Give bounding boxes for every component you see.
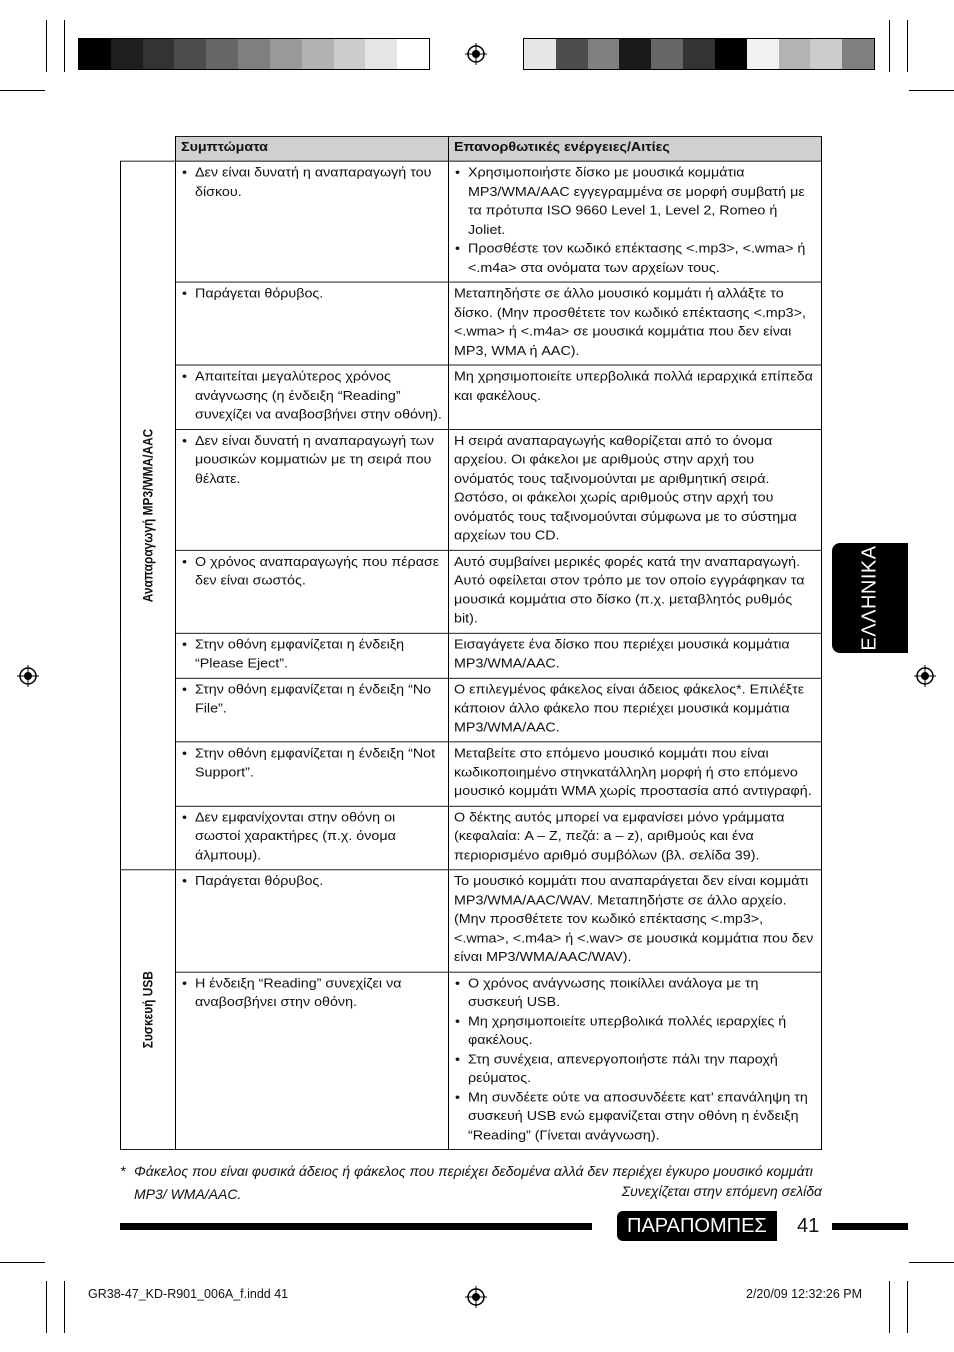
color-swatch	[715, 39, 747, 69]
symptom-cell	[176, 678, 449, 742]
crop-mark	[64, 20, 65, 72]
symptom-cell	[176, 806, 449, 870]
symptom-item: • Δεν εμφανίχονται στην οθόνη οι σωστοί χαρακτήρες (π.χ. όνομα άλμπουμ).	[195, 809, 443, 866]
symptom-list	[181, 809, 443, 866]
action-cell	[449, 870, 822, 972]
crop-mark	[64, 1281, 65, 1333]
color-swatch	[810, 39, 842, 69]
action-cell	[449, 742, 822, 806]
crop-mark	[909, 90, 954, 91]
table-row	[121, 633, 822, 678]
color-swatch	[397, 39, 429, 69]
symptom-item: • Η ένδειξη “Reading” συνεχίζει να αναβοσβήνει στην οθόνη.	[195, 975, 443, 1013]
color-swatch	[334, 39, 366, 69]
color-swatch	[302, 39, 334, 69]
action-item: • Χρησιμοποιήστε δίσκο με μουσικά κομμάτια MP3/WMA/AAC εγγεγραμμένα σε μορφή συμβατή με τα πρότυπα ISO 9660 Level 1, Level 2, Romeo ή Joliet.	[468, 164, 816, 240]
symptom-cell	[176, 161, 449, 282]
table-row	[121, 282, 822, 365]
footnote-marker: *	[120, 1163, 126, 1179]
registration-mark-icon	[465, 1286, 487, 1308]
action-item: • Στη συνέχεια, απενεργοποιήστε πάλι την παροχή ρεύματος.	[468, 1051, 816, 1089]
symptom-list	[181, 432, 443, 489]
color-swatch	[143, 39, 175, 69]
action-text: Εισαγάγετε ένα δίσκο που περιέχει μουσικά κομμάτια MP3/WMA/AAC.	[454, 637, 790, 671]
table-row	[121, 365, 822, 429]
color-swatch	[174, 39, 206, 69]
crop-mark	[907, 20, 908, 72]
symptom-item: • Στην οθόνη εμφανίζεται η ένδειξη “Not Support”.	[195, 745, 443, 783]
color-swatch	[683, 39, 715, 69]
color-swatch	[111, 39, 143, 69]
color-bar-right	[523, 38, 875, 70]
color-swatch	[206, 39, 238, 69]
crop-mark	[0, 1262, 45, 1263]
action-text: Μεταβείτε στο επόμενο μουσικό κομμάτι που είναι κωδικοποιημένο στηνκατάλληλη μορφή ή στο επόμενο μουσικό κομμάτι WMA χωρίς προστασία από αντιγραφή.	[454, 746, 812, 799]
symptom-cell	[176, 633, 449, 678]
table-row	[121, 870, 822, 972]
color-swatch	[365, 39, 397, 69]
language-tab	[832, 543, 908, 653]
group-label: Συσκευή USB	[140, 971, 156, 1049]
symptom-cell	[176, 282, 449, 365]
crop-mark	[46, 20, 47, 72]
symptom-list	[181, 873, 443, 892]
symptom-cell	[176, 550, 449, 633]
group-label-cell	[121, 870, 176, 1150]
crop-mark	[46, 1281, 47, 1333]
section-label: ΠΑΡΑΠΟΜΠΕΣ	[617, 1211, 777, 1241]
table-row	[121, 429, 822, 550]
crop-mark	[0, 90, 45, 91]
crop-mark	[907, 1281, 908, 1333]
footnote-text: Φάκελος που είναι φυσικά άδειος ή φάκελος που περιέχει δεδομένα αλλά δεν περιέχει έγκυρο μουσικό κομμάτι MP3/ WMA/AAC.	[134, 1163, 813, 1202]
action-text: Μεταπηδήστε σε άλλο μουσικό κομμάτι ή αλλάξτε το δίσκο. (Μην προσθέτετε τον κωδικό επέκτασης <.mp3>, <.wma> ή <.m4a> σε μουσικά κομμάτια που δεν είναι MP3, WMA ή AAC).	[454, 286, 806, 358]
symptom-item: • Απαιτείται μεγαλύτερος χρόνος ανάγνωσης (η ένδειξη “Reading” συνεχίζει να αναβοσβήνει στην οθόνη).	[195, 368, 443, 425]
color-swatch	[588, 39, 620, 69]
color-swatch	[270, 39, 302, 69]
color-swatch	[747, 39, 779, 69]
symptom-item: • Παράγεται θόρυβος.	[195, 873, 443, 892]
action-cell	[449, 161, 822, 282]
action-text: Αυτό συμβαίνει μερικές φορές κατά την αναπαραγωγή. Αυτό οφείλεται στον τρόπο με τον οποίο εγγράφηκαν τα μουσικά κομμάτια στο δίσκο (π.χ. μεταβλητός ρυθμός bit).	[454, 554, 805, 626]
symptom-cell	[176, 365, 449, 429]
action-text: Ο επιλεγμένος φάκελος είναι άδειος φάκελος*. Επιλέξτε κάποιον άλλο φάκελο που περιέχει μουσικά κομμάτια MP3/WMA/AAC.	[454, 682, 805, 735]
action-cell	[449, 429, 822, 550]
table-row	[121, 161, 822, 282]
color-swatch	[842, 39, 874, 69]
symptom-item: • Δεν είναι δυνατή η αναπαραγωγή των μουσικών κομματιών με τη σειρά που θέλατε.	[195, 432, 443, 489]
symptom-item: • Ο χρόνος αναπαραγωγής που πέρασε δεν είναι σωστός.	[195, 553, 443, 591]
symptom-cell	[176, 972, 449, 1150]
action-cell	[449, 550, 822, 633]
slug-file: GR38-47_KD-R901_006A_f.indd 41	[88, 1287, 289, 1301]
action-item: • Προσθέστε τον κωδικό επέκτασης <.mp3>, <.wma> ή <.m4a> στα ονόματα των αρχείων τους.	[468, 240, 816, 278]
symptom-list	[181, 681, 443, 719]
action-cell	[449, 972, 822, 1150]
action-list	[454, 975, 816, 1146]
action-text: Μη χρησιμοποιείτε υπερβολικά πολλά ιεραρχικά επίπεδα και φακέλους.	[454, 369, 813, 403]
symptom-cell	[176, 742, 449, 806]
table-header-row	[121, 136, 822, 161]
registration-mark-icon	[914, 665, 936, 687]
action-cell	[449, 633, 822, 678]
continued-note: Συνεχίζεται στην επόμενη σελίδα	[621, 1183, 822, 1199]
symptom-cell	[176, 870, 449, 972]
registration-mark-icon	[465, 43, 487, 65]
action-cell	[449, 282, 822, 365]
action-item: • Μη χρησιμοποιείτε υπερβολικά πολλές ιεραρχίες ή φακέλους.	[468, 1013, 816, 1051]
action-text: Ο δέκτης αυτός μπορεί να εμφανίσει μόνο γράμματα (κεφαλαία: A – Z, πεζά: a – z), αριθμούς και ένα περιορισμένο αριθμό συμβόλων (βλ. σελίδα 39).	[454, 810, 785, 863]
group-header-blank	[121, 136, 176, 161]
action-item: • Μη συνδέετε ούτε να αποσυνδέετε κατ’ επανάληψη τη συσκευή USB ενώ εμφανίζεται στην οθόνη η ένδειξη “Reading” (Γίνεται ανάγνωση).	[468, 1089, 816, 1146]
table-row	[121, 742, 822, 806]
symptom-item: • Παράγεται θόρυβος.	[195, 285, 443, 304]
color-swatch	[79, 39, 111, 69]
table-row	[121, 806, 822, 870]
action-text: Η σειρά αναπαραγωγής καθορίζεται από το όνομα αρχείου. Οι φάκελοι με αριθμούς στην αρχή του ονόματός τους ταξινομούνται με αριθμητική σειρά. Ωστόσο, οι φάκελοι χωρίς αριθμούς στην αρχή του ονόματός τους ταξινομούνται σύμφωνα με το σύστημα αρχείων του CD.	[454, 433, 797, 543]
symptom-list	[181, 368, 443, 425]
symptom-list	[181, 636, 443, 674]
crop-mark	[909, 1262, 954, 1263]
color-swatch	[556, 39, 588, 69]
action-text: Το μουσικό κομμάτι που αναπαράγεται δεν είναι κομμάτι MP3/WMA/AAC/WAV. Μεταπηδήστε σε άλλο αρχείο. (Μην προσθέτετε τον κωδικό επέκτασης <.mp3>, <.wma>, <.m4a> ή <.wav> σε μουσικά κομμάτια που δεν είναι MP3/WMA/AAC/WAV).	[454, 874, 814, 965]
symptom-item: • Στην οθόνη εμφανίζεται η ένδειξη “Please Eject”.	[195, 636, 443, 674]
table-row	[121, 678, 822, 742]
action-cell	[449, 365, 822, 429]
symptom-list	[181, 975, 443, 1013]
symptom-list	[181, 164, 443, 202]
symptom-list	[181, 285, 443, 304]
color-swatch	[651, 39, 683, 69]
symptom-list	[181, 553, 443, 591]
action-list	[454, 164, 816, 278]
group-label-cell	[121, 161, 176, 870]
section-rule-right	[832, 1223, 908, 1230]
group-label: Αναπαραγωγή MP3/WMA/AAC	[140, 428, 156, 603]
slug-date: 2/20/09 12:32:26 PM	[746, 1287, 863, 1301]
action-cell	[449, 678, 822, 742]
symptom-list	[181, 745, 443, 783]
page-number: 41	[797, 1215, 820, 1237]
symptom-cell	[176, 429, 449, 550]
symptom-item: • Στην οθόνη εμφανίζεται η ένδειξη “No File”.	[195, 681, 443, 719]
table-row	[121, 550, 822, 633]
color-swatch	[779, 39, 811, 69]
color-swatch	[619, 39, 651, 69]
registration-mark-icon	[17, 665, 39, 687]
language-tab-label: ΕΛΛΗΝΙΚΑ	[858, 545, 881, 651]
color-swatch	[238, 39, 270, 69]
symptoms-header: Συμπτώματα	[176, 136, 449, 161]
color-bar-left	[78, 38, 430, 70]
action-item: • Ο χρόνος ανάγνωσης ποικίλλει ανάλογα με τη συσκευή USB.	[468, 975, 816, 1013]
section-rule-left	[120, 1223, 592, 1230]
table-row	[121, 972, 822, 1150]
symptom-item: • Δεν είναι δυνατή η αναπαραγωγή του δίσκου.	[195, 164, 443, 202]
action-cell	[449, 806, 822, 870]
crop-mark	[889, 1281, 890, 1333]
crop-mark	[889, 20, 890, 72]
color-swatch	[524, 39, 556, 69]
actions-header: Επανορθωτικές ενέργειες/Αιτίες	[449, 136, 822, 161]
troubleshooting-table	[120, 136, 822, 1150]
